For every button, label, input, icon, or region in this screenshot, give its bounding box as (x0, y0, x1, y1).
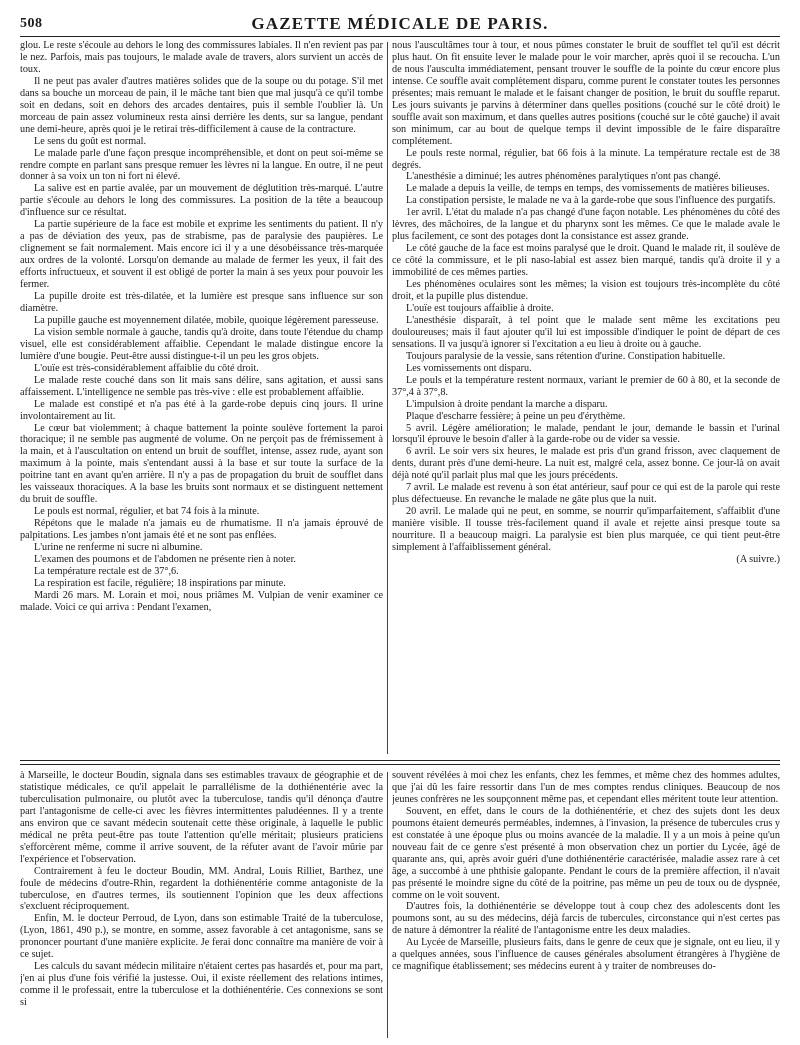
paragraph: Plaque d'escharre fessière; à peine un peu d'érythème. (406, 410, 626, 422)
paragraph: Le côté gauche de la face est moins paralysé que le droit. Quand le malade rit, il soulève de ce côté la commissure, et le pli naso-labial est assez bien marqué, tandis qu'à droite il y a immobilité de ces mêmes parties. (392, 243, 780, 279)
bottom-right-column (392, 770, 780, 1038)
paragraph: Le pouls reste normal, régulier, bat 66 fois à la minute. La température rectale est de 38 degrés. (392, 147, 780, 171)
column-divider (387, 42, 388, 754)
header-rule (20, 36, 780, 37)
paragraph: La constipation persiste, le malade ne va à la garde-robe que sous l'influence des purgatifs. (406, 195, 776, 207)
paragraph: Le malade a depuis la veille, de temps en temps, des vomissements de matières bilieuses. (406, 183, 770, 195)
section-rule (20, 764, 780, 765)
paragraph: La respiration est facile, régulière; 18 inspirations par minute. (34, 577, 286, 589)
column-divider (387, 772, 388, 1038)
paragraph: Les calculs du savant médecin militaire n'étaient certes pas hasardés et, pour ma part, j'en ai plus d'une fois vérifié la justesse. Oui, il existe réellement des relations intimes, comme il le professait, entre la tuberculose et la dothiénentérie. Ces connexions se sont si (20, 961, 383, 1009)
paragraph: Au Lycée de Marseille, plusieurs faits, dans le genre de ceux que je signale, ont eu lieu, il y a quelques années, sous l'influence de causes générales absolument étrangères à l'hygiène de ce magnifique établissement; ses médecins eurent à y traiter de nombreuses do- (392, 937, 780, 973)
paragraph: Souvent, en effet, dans le cours de la dothiénentérie, et chez des sujets dont les deux poumons étaient demeurés perméables, indemnes, à l'invasion, la présence de tubercules crus y est constatée à une époque plus ou moins avancée de la maladie. Il y a un mois à peine qu'un nouveau fait de ce genre s'est présenté à mon observation chez un portier du Lycée, âgé de quarante ans, qui, après avoir guéri d'une dothiénentérie caractérisée, maladie assez rare à cet âge, a succombé à une phthisie galopante. Pendant le cours de la première affection, il n'avait pas présenté le moindre signe du côté de la poitrine, pas même un peu de toux ou de dyspnée, comme on le voit souvent. (392, 805, 780, 901)
paragraph: La pupille droite est très-dilatée, et la lumière est presque sans influence sur son diamètre. (20, 291, 383, 314)
paragraph: L'urine ne renferme ni sucre ni albumine. (34, 542, 203, 554)
paragraph: La partie supérieure de la face est mobile et exprime les sentiments du patient. Il n'y a pas de déviation des yeux, pas de strabisme, pas de paralysie des paupières. Le clignement se fait normalement. Mais encore ici il y a une désobéissance très-marquée aux ordres de la volonté. Lorsqu'on demande au malade de fermer les yeux, il fait des efforts infructueux, et souvent il est obligé de porter la main à ses yeux pour pouvoir les fermer. (20, 219, 383, 291)
paragraph: Le sens du goût est normal. (34, 135, 147, 147)
top-right-column (392, 40, 780, 755)
page-number: 508 (20, 16, 43, 31)
page-header (20, 10, 780, 36)
paragraph: glou. Le reste s'écoule au dehors le long des commissures labiales. Il n'en revient pas par le nez. Parfois, mais pas toujours, le malade avale de travers, alors survient un accès de toux. (20, 40, 383, 75)
paragraph: La salive est en partie avalée, par un mouvement de déglutition très-marqué. L'autre partie s'écoule au dehors le long des commissures. La position de la tête a beaucoup d'influence sur ce résultat. (20, 183, 383, 219)
paragraph: Le malade reste couché dans son lit mais sans délire, sans agitation, et aussi sans affaissement. L'intelligence ne semble pas très-vive : elle est probablement affaiblie. (20, 374, 383, 398)
to-be-continued: (A suivre.) (736, 553, 780, 565)
paragraph: L'anesthésie disparaît, à tel point que le malade sent même les excitations peu douloureuses; mais il faut ajouter qu'il lui est impossible d'indiquer le point de départ de ces sensations. Il va jusqu'à ignorer si l'excitation a eu lieu à droite ou à gauche. (392, 314, 780, 350)
paragraph: Mardi 26 mars. M. Lorain et moi, nous priâmes M. Vulpian de venir examiner ce malade. Voici ce qui arriva : Pendant l'examen, (20, 589, 383, 613)
paragraph: La température rectale est de 37°,6. (34, 565, 179, 577)
paragraph: 20 avril. Le malade qui ne peut, en somme, se nourrir qu'imparfaitement, s'affaiblit d'une manière visible. Il tousse très-facilement quand il avale et rejette ainsi presque toute sa nourriture. Il a beaucoup maigri. La paralysie est bien plus marquée, ce qui tient peut-être simplement à l'affaiblissement général. (392, 506, 780, 554)
paragraph: nous l'auscultâmes tour à tour, et nous pûmes constater le bruit de soufflet tel qu'il est décrit plus haut. On fit ensuite lever le malade pour le voir marcher, après quoi il se recoucha. L'un de nous l'ausculta immédiatement, pensant trouver le souffle de la pointe du cœur encore plus intense. Ce souffle avait complètement disparu, comme purent le constater toutes les personnes présentes; mais remuant le malade et le faisant changer de position, le bruit du souffle reparut. Les jours suivants je parvins à déterminer dans quelles positions (couché sur le côté droit) le souffle avait son maximum, et dans quelles autres positions (couché sur le côté gauche) il avait son minimum, car au bout de quelque temps il devint impossible de le faire disparaître complétement. (392, 40, 780, 147)
paragraph: La vision semble normale à gauche, tandis qu'à droite, dans toute l'étendue du champ visuel, elle est considérablement affaiblie. Cependant le malade distingue encore la lumière d'une bougie. Peut-être aussi distingue-t-il un peu les gros objets. (20, 326, 383, 362)
paragraph: Le malade est constipé et n'a pas été à la garde-robe depuis cinq jours. Il urine involontairement au lit. (20, 398, 383, 422)
paragraph: L'anesthésie a diminué; les autres phénomènes paralytiques n'ont pas changé. (406, 171, 721, 183)
section-rule (20, 760, 780, 761)
paragraph: Enfin, M. le docteur Perroud, de Lyon, dans son estimable Traité de la tuberculose, (Lyon, 1861, 490 p.), se montre, en somme, assez favorable à cet antagonisme, sans se prononcer pourtant d'une manière explicite. Je ferai donc connaître ma manière de voir à ce sujet. (20, 913, 383, 961)
paragraph: Les phénomènes oculaires sont les mêmes; la vision est toujours très-incomplète du côté droit, et la pupille plus distendue. (392, 279, 780, 303)
bottom-left-column (20, 770, 383, 1038)
paragraph: Répétons que le malade n'a jamais eu de rhumatisme. Il n'a jamais éprouvé de palpitations. Les jambes n'ont jamais été et ne sont pas enflées. (20, 518, 383, 542)
paragraph: 7 avril. Le malade est revenu à son état antérieur, sauf pour ce qui est de la parole qui reste plus défectueuse. En revanche le malade ne gâte plus que la nuit. (392, 482, 780, 506)
paragraph: L'examen des poumons et de l'abdomen ne présente rien à noter. (34, 553, 296, 565)
top-left-column (20, 40, 383, 755)
paragraph: Il ne peut pas avaler d'autres matières solides que de la soupe ou du potage. S'il met dans sa bouche un morceau de pain, il le mâche tant bien que mal jusqu'à ce qu'il tombe soit en dedans, soit en dehors des arcades dentaires, puis il semble l'oublier là. Un morceau de pain assez volumineux resta ainsi derrière les dents, sur sa langue, pendant une demi-heure, après quoi je le retirai très-difficilement à cause de la contracture. (20, 75, 383, 135)
journal-title: GAZETTE MÉDICALE DE PARIS. (251, 14, 549, 33)
paragraph: souvent révélées à moi chez les enfants, chez les femmes, et même chez des hommes adultes, que j'ai dû les faire ressortir dans l'un de mes comptes rendus cliniques. Beaucoup de nos jeunes confrères ne les soupçonnent même pas, et cependant elles méritent toute leur attention. (392, 770, 780, 805)
paragraph: L'impulsion à droite pendant la marche a disparu. (406, 398, 608, 410)
paragraph: à Marseille, le docteur Boudin, signala dans ses estimables travaux de géographie et de statistique médicales, ce qu'il appelait le parrallélisme de la dothiénentérie avec la tuberculisation pulmonaire, ou plutôt avec la tuberculose, tandis qu'il dénonça d'autre part l'antagonisme de celle-ci avec les fièvres intermittentes paludéennes. Il y a trente ans environ que ce savant médecin soutenait cette thèse originale, à laquelle le public médical ne prêta peut-être pas toute l'attention qu'elle méritait; plusieurs praticiens s'efforcèrent même, comme il arrive souvent, de la réfuter avant de l'avoir mûrie par l'expérience et l'observation. (20, 770, 383, 865)
paragraph: Le pouls et la température restent normaux, variant le premier de 60 à 80, et la seconde de 37°,4 à 37°,8. (392, 374, 780, 398)
paragraph: 1er avril. L'état du malade n'a pas changé d'une façon notable. Les phénomènes du côté des lèvres, des mâchoires, de la langue et du pharynx sont les mêmes. Ce que le malade avale le plus facilement, ce sont des potages dont la consistance est assez grande. (392, 207, 780, 243)
paragraph: Le cœur bat violemment; à chaque battement la pointe soulève fortement la paroi thoracique; il ne semble pas augmenté de volume. On ne perçoit pas de frémissement à la main, et à l'auscultation on entend un bruit de soufflet, intense, assez rude, ayant son maximum à la pointe, mais s'entendant aussi à la base et sur toute la surface de la poitrine tant en avant qu'en arrière. Il n'y a pas de propagation du bruit de soufflet dans les vaisseaux thoraciques. A la base les bruits sont normaux et se distinguent nettement du bruit de souffle. (20, 422, 383, 506)
paragraph: Le malade parle d'une façon presque incompréhensible, et dont on peut soi-même se rendre compte en parlant sans presque remuer les lèvres ni la langue. En outre, il ne peut donner à sa voix un ton ni fort ni élevé. (20, 147, 383, 183)
paragraph: 5 avril. Légère amélioration; le malade, pendant le jour, demande le bassin et l'urinal lorsqu'il éprouve le besoin d'aller à la garde-robe ou de vider sa vessie. (392, 422, 780, 446)
paragraph: La pupille gauche est moyennement dilatée, mobile, quoique légèrement paresseuse. (34, 314, 379, 326)
paragraph: D'autres fois, la dothiénentérie se développe tout à coup chez des adolescents dont les poumons sont, au su des médecins, déjà farcis de tubercules, circonstance qui n'est certes pas de nature à démontrer la réalité de l'antagonisme entre les deux maladies. (392, 901, 780, 937)
paragraph: Toujours paralysie de la vessie, sans rétention d'urine. Constipation habituelle. (406, 350, 726, 362)
paragraph: 6 avril. Le soir vers six heures, le malade est pris d'un grand frisson, avec claquement de dents, durant près d'une demi-heure. La nuit est, malgré cela, assez bonne. Ce jour-là on avait déjà noté qu'il parlait plus mal que les jours précédents. (392, 446, 780, 482)
paragraph: Les vomissements ont disparu. (406, 362, 532, 374)
paragraph: Contrairement à feu le docteur Boudin, MM. Andral, Louis Rilliet, Barthez, une foule de médecins d'outre-Rhin, regardent la dothiénentérie comme antagoniste de la tuberculose, en d'autres termes, ils soutiennent l'opinion que les deux affections s'excluent réciproquement. (20, 865, 383, 913)
paragraph: L'ouïe est très-considérablement affaiblie du côté droit. (34, 362, 259, 374)
paragraph: Le pouls est normal, régulier, et bat 74 fois à la minute. (34, 506, 260, 518)
paragraph: L'ouïe est toujours affaiblie à droite. (406, 302, 554, 314)
